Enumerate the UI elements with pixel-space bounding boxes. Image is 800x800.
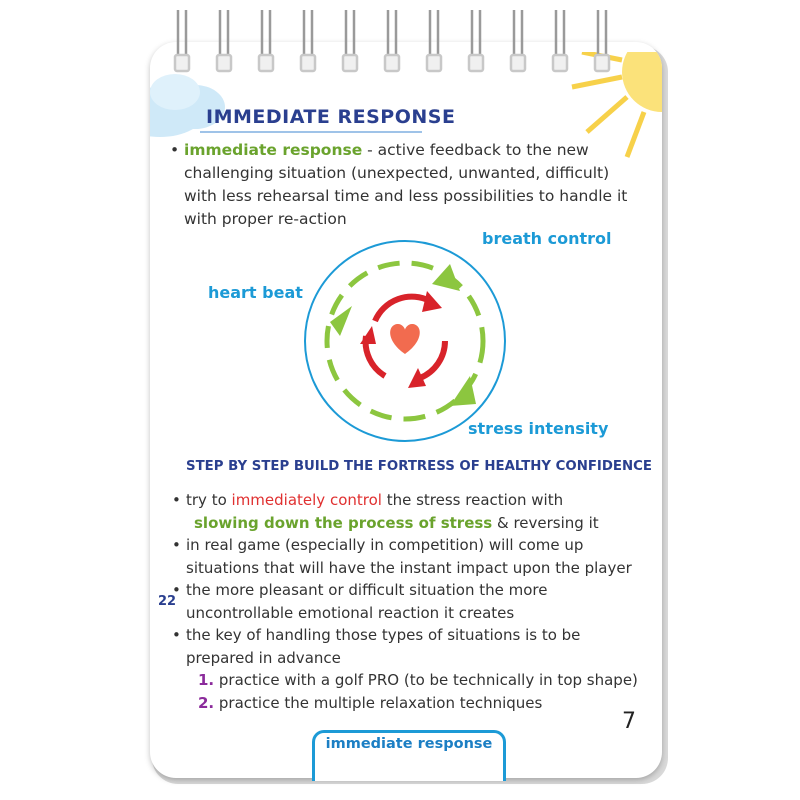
text: prepared in advance (186, 648, 341, 667)
green-arrowhead (432, 264, 460, 291)
intro-rest: - active feedback to the new (362, 141, 589, 159)
intro-line: with proper re-action (184, 210, 347, 228)
spiral-binding (150, 0, 662, 80)
steps-list (172, 489, 642, 714)
red-arrowhead (422, 291, 442, 312)
intro-line: challenging situation (unexpected, unwanted, difficult) (184, 164, 610, 182)
section-title: STEP BY STEP BUILD THE FORTRESS OF HEALTHY CONFIDENCE (186, 459, 652, 474)
section-tab[interactable] (312, 730, 506, 781)
bullet: • (172, 536, 181, 554)
bullet: • (172, 626, 181, 644)
text: & reversing it (492, 513, 599, 532)
highlight-green: slowing down the process of stress (194, 513, 493, 532)
text: in real game (especially in competition) will come up (186, 536, 584, 554)
text: the stress reaction with (381, 491, 564, 509)
intro-line: with less rehearsal time and less possibilities to handle it (184, 187, 628, 205)
page-number: 7 (622, 709, 636, 734)
text: situations that will have the instant impact upon the player (186, 558, 632, 577)
intro-paragraph (170, 139, 640, 231)
page-title: IMMEDIATE RESPONSE (206, 106, 456, 128)
label-breath-control: breath control (482, 229, 612, 248)
bullet: • (170, 141, 180, 159)
text: practice the multiple relaxation techniques (214, 693, 543, 712)
intro-term: immediate response (184, 141, 363, 159)
label-stress-intensity: stress intensity (468, 419, 609, 438)
heart-icon (390, 324, 420, 354)
red-arrowhead (360, 326, 376, 344)
text: the key of handling those types of situations is to be (186, 626, 581, 644)
stress-cycle-diagram (300, 236, 510, 446)
side-page-number: 22 (158, 594, 177, 609)
bullet: • (172, 491, 181, 509)
title-underline (200, 131, 422, 133)
text: the more pleasant or difficult situation the more (186, 581, 548, 599)
text: practice with a golf PRO (to be technically in top shape) (214, 671, 638, 689)
step-number: 1. (198, 671, 215, 689)
text: try to (186, 491, 232, 509)
tab-label: immediate response (325, 736, 493, 752)
bullet: • (172, 581, 181, 599)
step-number: 2. (198, 693, 215, 712)
text: uncontrollable emotional reaction it creates (186, 603, 515, 622)
label-heart-beat: heart beat (208, 283, 303, 302)
highlight-red: immediately control (231, 491, 382, 509)
